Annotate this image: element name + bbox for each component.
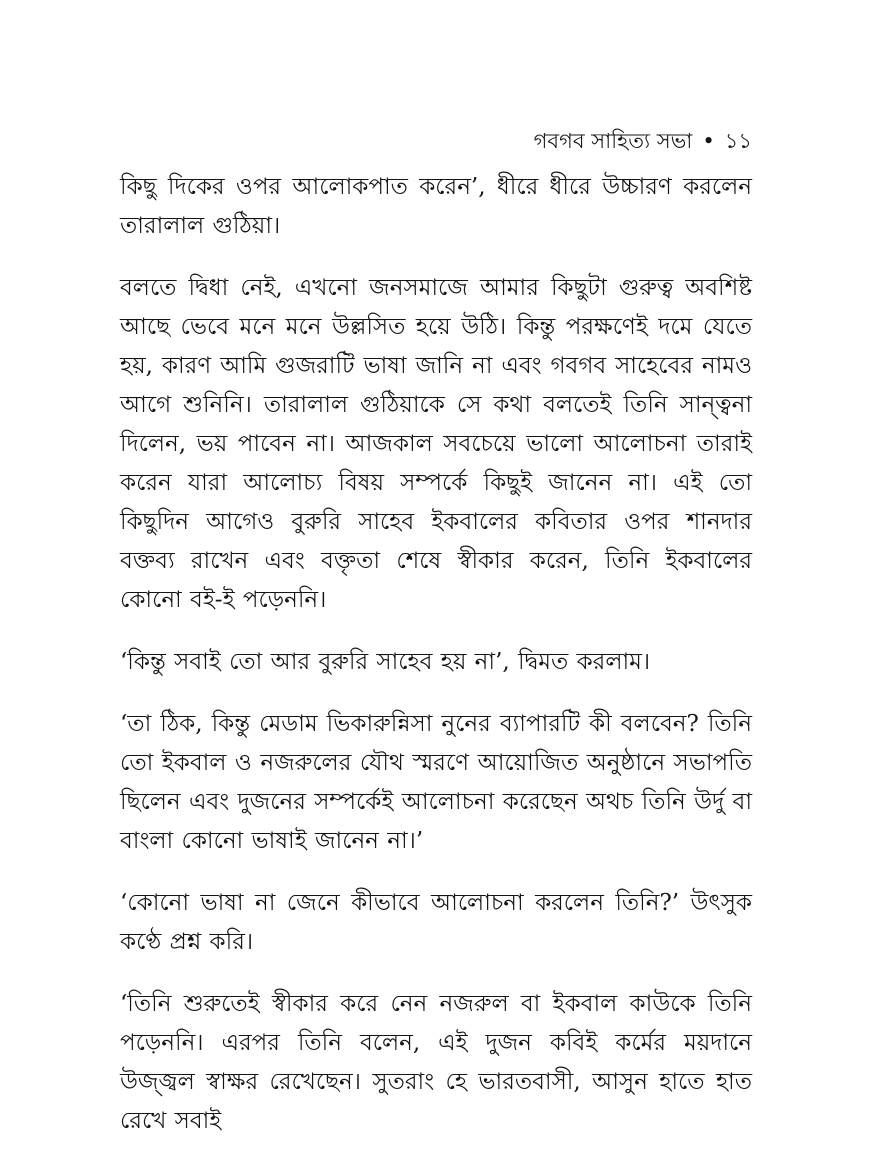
running-header-title: গবগব সাহিত্য সভা — [533, 129, 693, 153]
paragraph-4: ‘তা ঠিক, কিন্তু মেডাম ভিকারুন্নিসা নুনের ব্যাপারটি কী বলবেন? তিনি তো ইকবাল ও নজরুলের যৌথ স্মরণে আয়োজিত অনুষ্ঠানে সভাপতি ছিলেন এবং দুজনের সম্পর্কেই আলোচনা করেছেন অথচ তিনি উর্দু বা বাংলা কোনো ভাষাই জানেন না।’ — [120, 711, 752, 854]
body-text — [120, 168, 752, 1164]
paragraph-6: ‘তিনি শুরুতেই স্বীকার করে নেন নজরুল বা ইকবাল কাউকে তিনি পড়েননি। এরপর তিনি বলেন, এই দুজন কবিই কর্মের ময়দানে উজ্জ্বল স্বাক্ষর রেখেছেন। সুতরাং হে ভারতবাসী, আসুন হাতে হাত রেখে সবাই — [120, 991, 752, 1134]
paragraph-2: বলতে দ্বিধা নেই, এখনো জনসমাজে আমার কিছুটা গুরুত্ব অবশিষ্ট আছে ভেবে মনে মনে উল্লসিত হয়ে উঠি। কিন্তু পরক্ষণেই দমে যেতে হয়, কারণ আমি গুজরাটি ভাষা জানি না এবং গবগব সাহেবের নামও আগে শুনিনি। তারালাল গুঠিয়াকে সে কথা বলতেই তিনি সান্ত্বনা দিলেন, ভয় পাবেন না। আজকাল সবচেয়ে ভালো আলোচনা তারাই করেন যারা আলোচ্য বিষয় সম্পর্কে কিছুই জানেন না। এই তো কিছুদিন আগেও বুরুরি সাহেব ইকবালের কবিতার ওপর শানদার বক্তব্য রাখেন এবং বক্তৃতা শেষে স্বীকার করেন, তিনি ইকবালের কোনো বই-ই পড়েননি। — [120, 275, 752, 613]
page-number: ১১ — [724, 129, 752, 153]
paragraph-3: ‘কিন্তু সবাই তো আর বুরুরি সাহেব হয় না’, দ্বিমত করলাম। — [120, 649, 651, 675]
running-header — [534, 127, 752, 155]
paragraph-5: ‘কোনো ভাষা না জেনে কীভাবে আলোচনা করলেন তিনি?’ উৎসুক কণ্ঠে প্রশ্ন করি। — [120, 890, 752, 955]
header-separator: • — [702, 129, 715, 153]
paragraph-1: কিছু দিকের ওপর আলোকপাত করেন’, ধীরে ধীরে উচ্চারণ করলেন তারালাল গুঠিয়া। — [120, 174, 752, 239]
